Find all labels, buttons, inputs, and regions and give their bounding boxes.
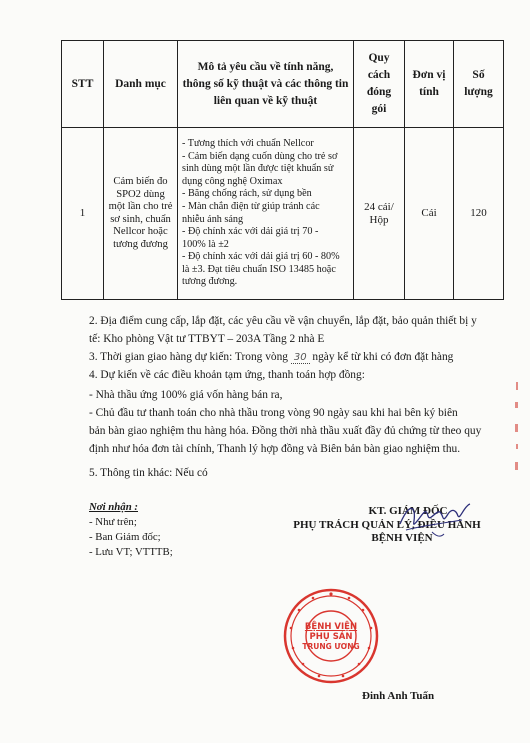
paragraph-line: tế: Kho phòng Vật tư TTBYT – 203A Tầng 2 nhà E: [89, 333, 325, 345]
header-qty-line: Số: [472, 69, 485, 81]
row-category-line: Cảm biến đo: [113, 176, 168, 187]
table-header-row: [62, 41, 504, 128]
header-description-line: Mô tả yêu cầu về tính năng,: [197, 60, 334, 73]
delivery-time-prefix: 3. Thời gian giao hàng dự kiến: Trong vòng: [89, 351, 291, 363]
row-unit: Cái: [405, 128, 454, 300]
row-description-line: dụng công nghệ Oximax: [182, 175, 283, 187]
row-description-line: - Cảm biến dạng cuốn dùng cho trẻ sơ: [182, 150, 338, 162]
paragraph-4a: - Nhà thầu ứng 100% giá vốn hàng bán ra,: [89, 389, 283, 401]
header-qty: [454, 41, 504, 128]
paragraph-4: 4. Dự kiến về các điều khoản tạm ứng, thanh toán hợp đồng:: [89, 369, 365, 381]
header-category: Danh mục: [104, 41, 178, 128]
header-description-line: thông số kỹ thuật và các thông tin: [182, 77, 349, 90]
signer-name: Đinh Anh Tuấn: [362, 690, 435, 702]
stamp-line: BỆNH VIỆN: [304, 622, 358, 632]
header-packing-line: Quy: [368, 52, 390, 64]
spec-table: [61, 40, 504, 300]
stamp-line: PHỤ SẢN: [309, 632, 353, 642]
signature-org: BỆNH VIỆN: [371, 532, 433, 544]
signature-title: KT. GIÁM ĐỐC: [368, 505, 448, 517]
paragraph-2: [89, 314, 499, 346]
paragraph-4b: [89, 406, 499, 456]
header-stt: STT: [62, 41, 104, 128]
delivery-time-suffix: ngày kể từ khi có đơn đặt hàng: [309, 351, 454, 363]
header-packing-line: cách: [367, 69, 391, 81]
paragraph-line: định như hóa đơn tài chính, Thanh lý hợp đồng và Biên bản bàn giao nghiệm thu.: [89, 443, 461, 455]
recipient-item: - Ban Giám đốc;: [89, 531, 161, 543]
recipients-title: Nơi nhận :: [89, 501, 138, 513]
row-packing: [354, 128, 405, 300]
row-description-line: tương đương.: [182, 276, 238, 288]
row-description-line: - Tương thích với chuẩn Nellcor: [182, 137, 314, 149]
row-packing-line: 24 cái/: [364, 200, 394, 213]
header-packing-line: gói: [371, 103, 387, 115]
handwritten-signature: [392, 490, 474, 542]
table-row: [62, 128, 504, 300]
paragraph-line: bản bàn giao nghiệm thu hàng hóa. Đồng thời nhà thầu xuất đầy đủ chứng từ theo quy: [89, 425, 482, 437]
row-qty: 120: [454, 128, 504, 300]
paragraph-line: - Chủ đầu tư thanh toán cho nhà thầu trong vòng 90 ngày sau khi hai bên ký biên: [89, 407, 458, 419]
header-qty-line: lượng: [464, 86, 493, 98]
stamp-text: [283, 622, 379, 652]
row-description: [178, 128, 354, 300]
stamp-line: TRUNG ƯƠNG: [302, 642, 360, 651]
paragraph-3: [89, 350, 499, 365]
row-description-line: là ±3. Đạt tiêu chuẩn ISO 13485 hoặc: [182, 263, 336, 275]
header-unit: [405, 41, 454, 128]
row-description-line: - Màn chắn điện từ giúp tránh các: [182, 200, 320, 212]
row-category-line: Nellcor hoặc: [113, 226, 168, 237]
header-description-line: liên quan về kỹ thuật: [213, 94, 318, 107]
header-unit-line: Đơn vị: [412, 69, 446, 81]
margin-stamp-marks: [510, 382, 524, 478]
header-packing-line: đóng: [366, 86, 392, 98]
row-description-line: nhiễu ánh sáng: [182, 213, 244, 225]
row-category-line: sơ sinh, chuẩn: [110, 213, 171, 225]
delivery-days-handwritten: [291, 352, 310, 364]
signature-role: PHỤ TRÁCH QUẢN LÝ, ĐIỀU HÀNH: [293, 519, 481, 531]
paragraph-5: 5. Thông tin khác: Nếu có: [89, 467, 208, 479]
row-description-line: - Độ chính xác với dải giá trị 70 -: [182, 226, 319, 238]
paragraph-line: 2. Địa điểm cung cấp, lắp đặt, các yêu cầu về vận chuyển, lắp đặt, bảo quản thiết bị y: [89, 315, 477, 327]
recipient-item: - Lưu VT; VTTTB;: [89, 546, 173, 558]
row-description-line: - Độ chính xác với dải giá trị 60 - 80%: [182, 251, 340, 263]
delivery-days-value: 30: [293, 352, 307, 363]
row-category: [104, 128, 178, 300]
hospital-stamp: [283, 588, 379, 684]
row-description-line: - Băng chống rách, sử dụng bền: [182, 188, 312, 200]
recipients-block: [89, 500, 173, 560]
header-unit-line: tính: [419, 86, 439, 98]
row-category-line: một lần cho trẻ: [108, 201, 173, 212]
row-description-line: sinh dùng một lần được tiệt khuẩn sử: [182, 163, 334, 175]
header-packing: [354, 41, 405, 128]
row-description-line: 100% là ±2: [182, 238, 229, 250]
row-category-line: tương đương: [113, 238, 168, 250]
recipient-item: - Như trên;: [89, 516, 137, 528]
row-category-line: SPO2 dùng: [116, 188, 165, 200]
header-description: [178, 41, 354, 128]
row-packing-line: Hộp: [369, 213, 389, 226]
row-stt: 1: [62, 128, 104, 300]
